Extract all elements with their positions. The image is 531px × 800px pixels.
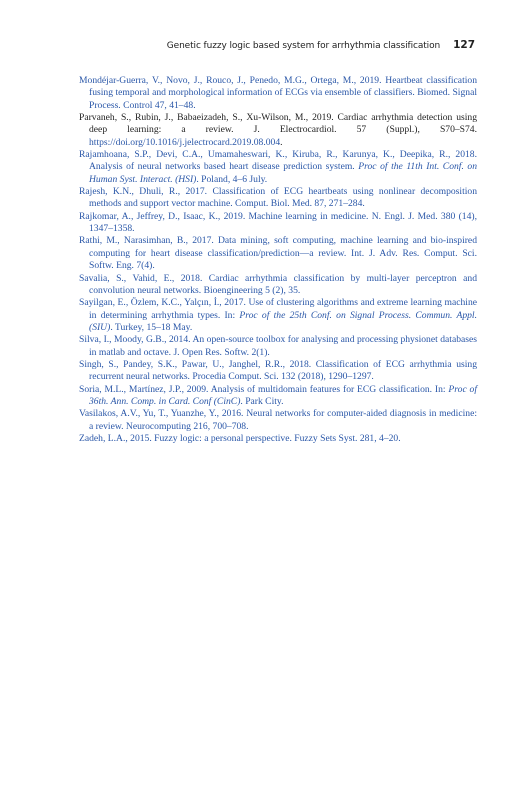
running-header [79,39,475,51]
reference-item [79,186,477,211]
reference-text: Vasilakos, A.V., Yu, T., Yuanzhe, Y., 2016. Neural networks for computer-aided diagnosis in medicine: a review. Neurocomputing 216, 700–708. [79,408,477,432]
reference-item [79,359,477,384]
reference-item [79,273,477,298]
reference-item [79,297,477,334]
reference-text: Parvaneh, S., Rubin, J., Babaeizadeh, S., Xu-Wilson, M., 2019. Cardiac arrhythmia detection using deep learning: a review. J. Electrocardiol. 57 (Suppl.), S70–S74. [79,112,477,136]
reference-text: Rajkomar, A., Jeffrey, D., Isaac, K., 2019. Machine learning in medicine. N. Engl. J. Med. 380 (14), 1347–1358. [79,210,477,235]
reference-item [79,211,477,236]
running-title: Genetic fuzzy logic based system for arrhythmia classification [166,41,441,51]
reference-text: Zadeh, L.A., 2015. Fuzzy logic: a personal perspective. Fuzzy Sets Syst. 281, 4–20. [79,432,401,444]
reference-text: Soria, M.L., Martínez, J.P., 2009. Analysis of multidomain features for ECG classification. In: [79,383,449,395]
doi-link[interactable]: https://doi.org/10.1016/j.jelectrocard.2019.08.004 [89,136,281,148]
reference-item [79,408,477,433]
reference-item [79,235,477,272]
reference-text: Singh, S., Pandey, S.K., Pawar, U., Janghel, R.R., 2018. Classification of ECG arrhythmia using recurrent neural networks. Procedia Comput. Sci. 132 (2018), 1290–1297. [79,358,477,383]
reference-item [79,384,477,409]
reference-item [79,433,477,445]
reference-item [79,334,477,359]
reference-text: Rajamhoana, S.P., Devi, C.A., Umamaheswari, K., Kiruba, R., Karunya, K., Deepika, R., 2018. Analysis of neural networks based heart disease prediction system. [79,149,477,173]
reference-item [79,75,477,112]
reference-text: Mondéjar-Guerra, V., Novo, J., Rouco, J., Penedo, M.G., Ortega, M., 2019. Heartbeat classification fusing temporal and morphological information of ECGs via ensemble of classifiers. Biomed. Signal Process. Control 47, 41–48. [79,75,477,111]
reference-list [79,75,477,445]
reference-item [79,149,477,186]
reference-text: Savalia, S., Vahid, E., 2018. Cardiac arrhythmia classification by multi-layer perceptron and convolution neural networks. Bioengineering 5 (2), 35. [79,272,477,296]
reference-italic: Proc of 36th. Ann. Comp. in Card. Conf (CinC) [89,383,477,407]
reference-end: . [280,136,283,148]
reference-text: Rajesh, K.N., Dhuli, R., 2017. Classification of ECG heartbeats using nonlinear decomposition methods and support vector machine. Comput. Biol. Med. 87, 271–284. [79,186,477,210]
reference-text: Rathi, M., Narasimhan, B., 2017. Data mining, soft computing, machine learning and bio-inspired computing for heart disease classification/prediction—a review. Int. J. Adv. Res. Comput. Sci. Softw. Eng. 7(4). [79,235,477,272]
reference-text: Silva, I., Moody, G.B., 2014. An open-source toolbox for analysing and processing physionet databases in matlab and octave. J. Open Res. Softw. 2(1). [79,334,477,358]
reference-end: . Park City. [240,395,284,407]
reference-end: . Turkey, 15–18 May. [110,321,193,333]
reference-item [79,112,477,149]
reference-italic: Proc of the 25th Conf. on Signal Process. Commun. Appl. (SIU) [89,309,477,333]
reference-italic: Proc of the 11th Int. Conf. on Human Syst. Interact. (HSI) [89,161,477,185]
page-number: 127 [453,39,475,51]
reference-text: Sayilgan, E., Özlem, K.C., Yalçın, İ., 2017. Use of clustering algorithms and extreme learning machine in determining arrhythmia types. In: [79,297,477,321]
reference-end: . Poland, 4–6 July. [196,173,268,185]
